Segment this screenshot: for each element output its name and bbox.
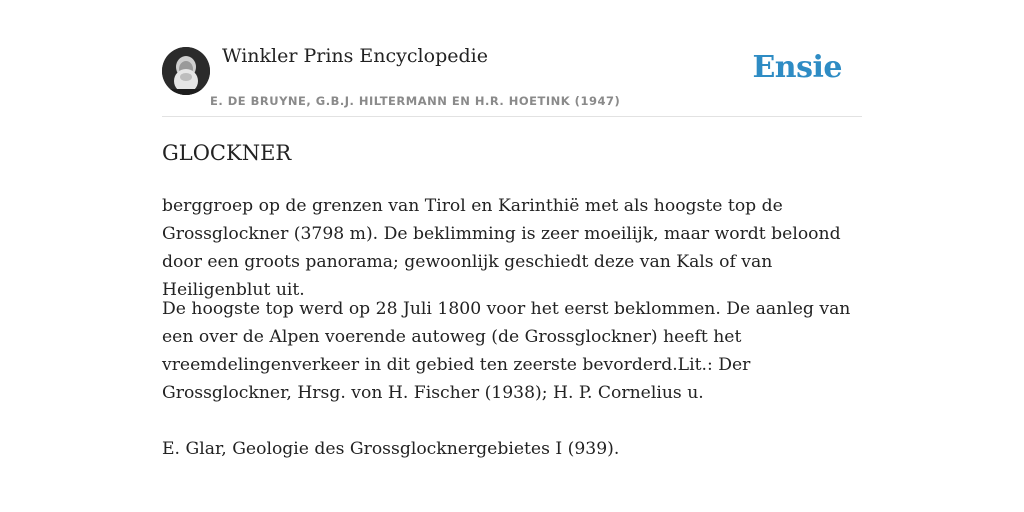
portrait-image [162, 47, 210, 95]
author-portrait-icon[interactable] [162, 47, 210, 95]
ensie-logo[interactable]: Ensie [752, 50, 842, 85]
entry-title: GLOCKNER [162, 141, 292, 165]
article-page [162, 0, 862, 512]
entry-paragraph: E. Glar, Geologie des Grossglocknergebietes I (939). [162, 439, 620, 459]
site-title[interactable]: Winkler Prins Encyclopedie [222, 45, 488, 67]
authors-line: E. DE BRUYNE, G.B.J. HILTERMANN EN H.R. HOETINK (1947) [210, 94, 621, 108]
entry-paragraph: De hoogste top werd op 28 Juli 1800 voor het eerst beklommen. De aanleg van een over de Alpen voerende autoweg (de Grossglockner) heeft het vreemdelingenverkeer in dit gebied ten zeerste bevorderd.Lit.: Der Grossglockner, Hrsg. von H. Fischer (1938); H. P. Cornelius u. [162, 299, 851, 403]
page-header [162, 0, 862, 117]
entry-paragraph: berggroep op de grenzen van Tirol en Karinthië met als hoogste top de Grossglockner (3798 m). De beklimming is zeer moeilijk, maar wordt beloond door een groots panorama; gewoonlijk geschiedt deze van Kals of van Heiligenblut uit. [162, 196, 841, 300]
